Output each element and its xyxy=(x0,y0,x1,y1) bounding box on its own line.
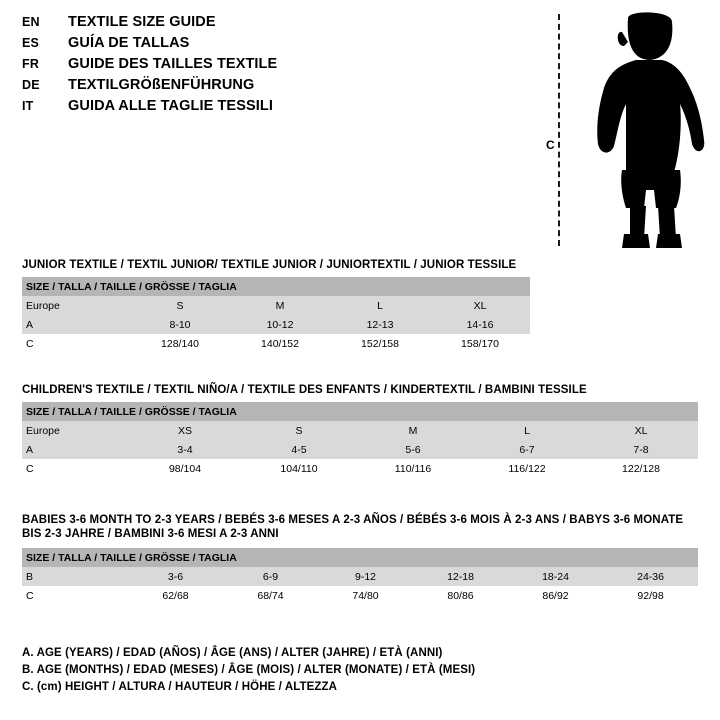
cell-value: XS xyxy=(128,421,242,440)
cell-value: L xyxy=(330,296,430,315)
cell-value: 68/74 xyxy=(223,586,318,605)
cell-value: 74/80 xyxy=(318,586,413,605)
language-row xyxy=(22,77,492,98)
language-title-block xyxy=(22,14,492,119)
cell-value: 92/98 xyxy=(603,586,698,605)
cell-value: 158/170 xyxy=(430,334,530,353)
table-row xyxy=(22,586,698,605)
cell-value: 98/104 xyxy=(128,459,242,478)
cell-value: 122/128 xyxy=(584,459,698,478)
cell-value: M xyxy=(230,296,330,315)
cell-value: 3-6 xyxy=(128,567,223,586)
size-table-children xyxy=(22,402,698,478)
cell-value: L xyxy=(470,421,584,440)
cell-value: 3-4 xyxy=(128,440,242,459)
language-code: EN xyxy=(22,15,40,29)
language-title: GUIDA ALLE TAGLIE TESSILI xyxy=(68,98,273,114)
cell-value: 104/110 xyxy=(242,459,356,478)
language-code: FR xyxy=(22,57,40,71)
cell-value: 110/116 xyxy=(356,459,470,478)
table-header-row xyxy=(22,548,698,567)
row-label: Europe xyxy=(22,296,130,315)
language-title: TEXTILE SIZE GUIDE xyxy=(68,14,216,30)
row-label: C xyxy=(22,586,128,605)
language-row xyxy=(22,35,492,56)
row-label: C xyxy=(22,334,130,353)
section-babies-textile xyxy=(22,513,698,605)
cell-value: 80/86 xyxy=(413,586,508,605)
cell-value: 6-9 xyxy=(223,567,318,586)
row-label: C xyxy=(22,459,128,478)
row-label: B xyxy=(22,567,128,586)
cell-value: S xyxy=(242,421,356,440)
size-table-babies xyxy=(22,548,698,605)
legend-block xyxy=(22,645,622,696)
cell-value: XL xyxy=(430,296,530,315)
cell-value: 9-12 xyxy=(318,567,413,586)
cell-value: 12-13 xyxy=(330,315,430,334)
table-row xyxy=(22,334,530,353)
size-table-junior xyxy=(22,277,530,353)
cell-value: M xyxy=(356,421,470,440)
row-label: A xyxy=(22,440,128,459)
cell-value: 140/152 xyxy=(230,334,330,353)
cell-value: 4-5 xyxy=(242,440,356,459)
language-title: TEXTILGRÖßENFÜHRUNG xyxy=(68,77,255,93)
cell-value: 86/92 xyxy=(508,586,603,605)
table-header-label: SIZE / TALLA / TAILLE / GRÖSSE / TAGLIA xyxy=(22,402,698,421)
language-row xyxy=(22,56,492,77)
cell-value: 18-24 xyxy=(508,567,603,586)
cell-value: 152/158 xyxy=(330,334,430,353)
cell-value: 5-6 xyxy=(356,440,470,459)
cell-value: S xyxy=(130,296,230,315)
section-title: BABIES 3-6 MONTH TO 2-3 YEARS / BEBÉS 3-6 MESES A 2-3 AÑOS / BÉBÉS 3-6 MOIS À 2-3 ANS / BABYS 3-6 MONATE BIS 2-3 JAHRE / BAMBINI 3-6 MESI A 2-3 ANNI xyxy=(22,514,684,540)
legend-line-c: C. (cm) HEIGHT / ALTURA / HAUTEUR / HÖHE / ALTEZZA xyxy=(22,681,338,693)
cell-value: 116/122 xyxy=(470,459,584,478)
child-silhouette-icon xyxy=(576,12,706,252)
height-dimension-line xyxy=(558,14,560,246)
cell-value: 24-36 xyxy=(603,567,698,586)
language-row xyxy=(22,98,492,119)
cell-value: XL xyxy=(584,421,698,440)
row-label: A xyxy=(22,315,130,334)
legend-line-a: A. AGE (YEARS) / EDAD (AÑOS) / ÂGE (ANS) / ALTER (JAHRE) / ETÀ (ANNI) xyxy=(22,647,443,659)
legend-line-b: B. AGE (MONTHS) / EDAD (MESES) / ÂGE (MOIS) / ALTER (MONATE) / ETÀ (MESI) xyxy=(22,664,476,676)
table-row xyxy=(22,315,530,334)
table-header-label: SIZE / TALLA / TAILLE / GRÖSSE / TAGLIA xyxy=(22,277,530,296)
language-code: ES xyxy=(22,36,40,50)
row-label: Europe xyxy=(22,421,128,440)
figure-area xyxy=(528,8,708,248)
table-header-label: SIZE / TALLA / TAILLE / GRÖSSE / TAGLIA xyxy=(22,548,698,567)
cell-value: 6-7 xyxy=(470,440,584,459)
cell-value: 12-18 xyxy=(413,567,508,586)
cell-value: 128/140 xyxy=(130,334,230,353)
language-title: GUÍA DE TALLAS xyxy=(68,35,190,51)
cell-value: 8-10 xyxy=(130,315,230,334)
section-title: CHILDREN'S TEXTILE / TEXTIL NIÑO/A / TEXTILE DES ENFANTS / KINDERTEXTIL / BAMBINI TESSILE xyxy=(22,384,587,396)
language-code: DE xyxy=(22,78,40,92)
table-row xyxy=(22,459,698,478)
cell-value: 7-8 xyxy=(584,440,698,459)
cell-value: 62/68 xyxy=(128,586,223,605)
cell-value: 10-12 xyxy=(230,315,330,334)
cell-value: 14-16 xyxy=(430,315,530,334)
language-code: IT xyxy=(22,99,34,113)
language-title: GUIDE DES TAILLES TEXTILE xyxy=(68,56,278,72)
language-row xyxy=(22,14,492,35)
table-header-row xyxy=(22,402,698,421)
height-dimension-label: C xyxy=(546,138,555,152)
table-header-row xyxy=(22,277,530,296)
table-row xyxy=(22,421,698,440)
section-junior-textile xyxy=(22,258,698,353)
section-title: JUNIOR TEXTILE / TEXTIL JUNIOR/ TEXTILE JUNIOR / JUNIORTEXTIL / JUNIOR TESSILE xyxy=(22,259,517,271)
table-row xyxy=(22,440,698,459)
table-row xyxy=(22,567,698,586)
table-row xyxy=(22,296,530,315)
section-childrens-textile xyxy=(22,383,698,478)
